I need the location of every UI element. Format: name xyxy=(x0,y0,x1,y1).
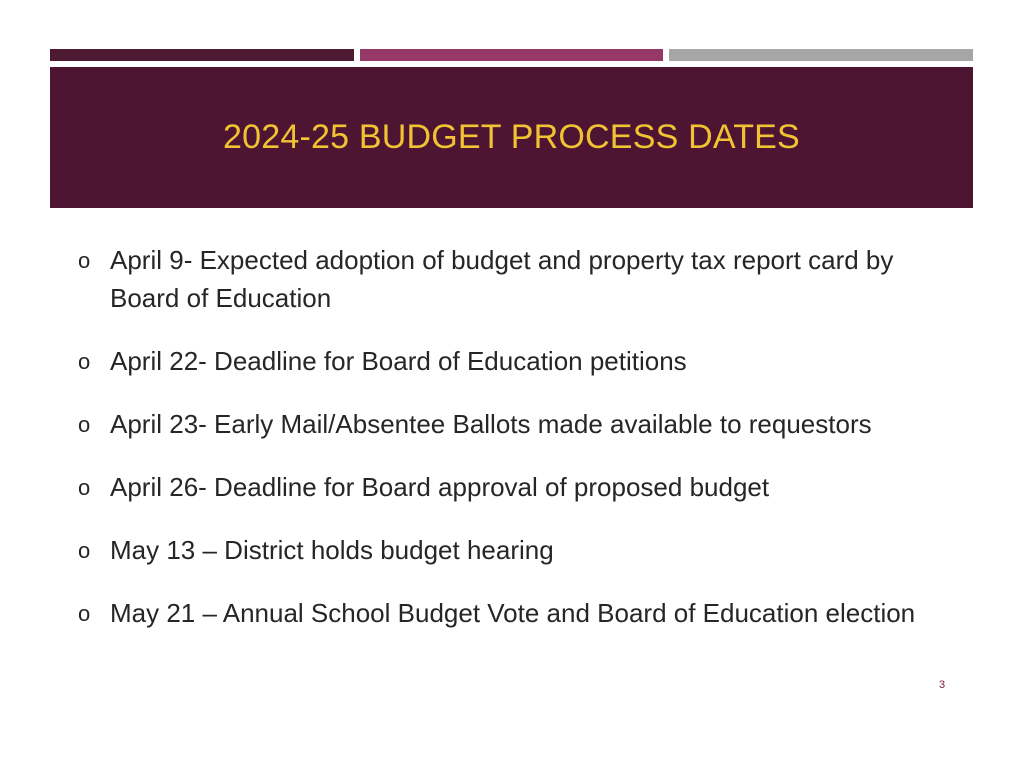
bullet-marker-icon: o xyxy=(78,538,91,563)
bullet-item xyxy=(78,241,968,317)
bullet-marker-icon: o xyxy=(78,601,91,626)
accent-bar-magenta xyxy=(360,49,664,61)
slide-number: 3 xyxy=(939,679,946,691)
bullet-text: April 22- Deadline for Board of Education petitions xyxy=(110,346,687,376)
bullet-text: April 26- Deadline for Board approval of proposed budget xyxy=(110,472,770,502)
slide-title: 2024-25 BUDGET PROCESS DATES xyxy=(223,118,800,156)
bullet-text: April 9- Expected adoption of budget and property tax report card by Board of Education xyxy=(110,245,894,313)
bullet-marker-icon: o xyxy=(78,475,91,500)
title-band xyxy=(50,67,973,208)
bullet-text: May 21 – Annual School Budget Vote and Board of Education election xyxy=(110,598,916,628)
bullet-list xyxy=(78,241,968,657)
bullet-item xyxy=(78,531,968,569)
bullet-item xyxy=(78,468,968,506)
bullet-marker-icon: o xyxy=(78,248,91,273)
bullet-item xyxy=(78,405,968,443)
accent-bars xyxy=(50,49,973,61)
accent-bar-gray xyxy=(669,49,973,61)
bullet-text: April 23- Early Mail/Absentee Ballots made available to requestors xyxy=(110,409,872,439)
bullet-text: May 13 – District holds budget hearing xyxy=(110,535,554,565)
bullet-item xyxy=(78,594,968,632)
bullet-item xyxy=(78,342,968,380)
bullet-marker-icon: o xyxy=(78,412,91,437)
bullet-marker-icon: o xyxy=(78,349,91,374)
accent-bar-dark xyxy=(50,49,354,61)
